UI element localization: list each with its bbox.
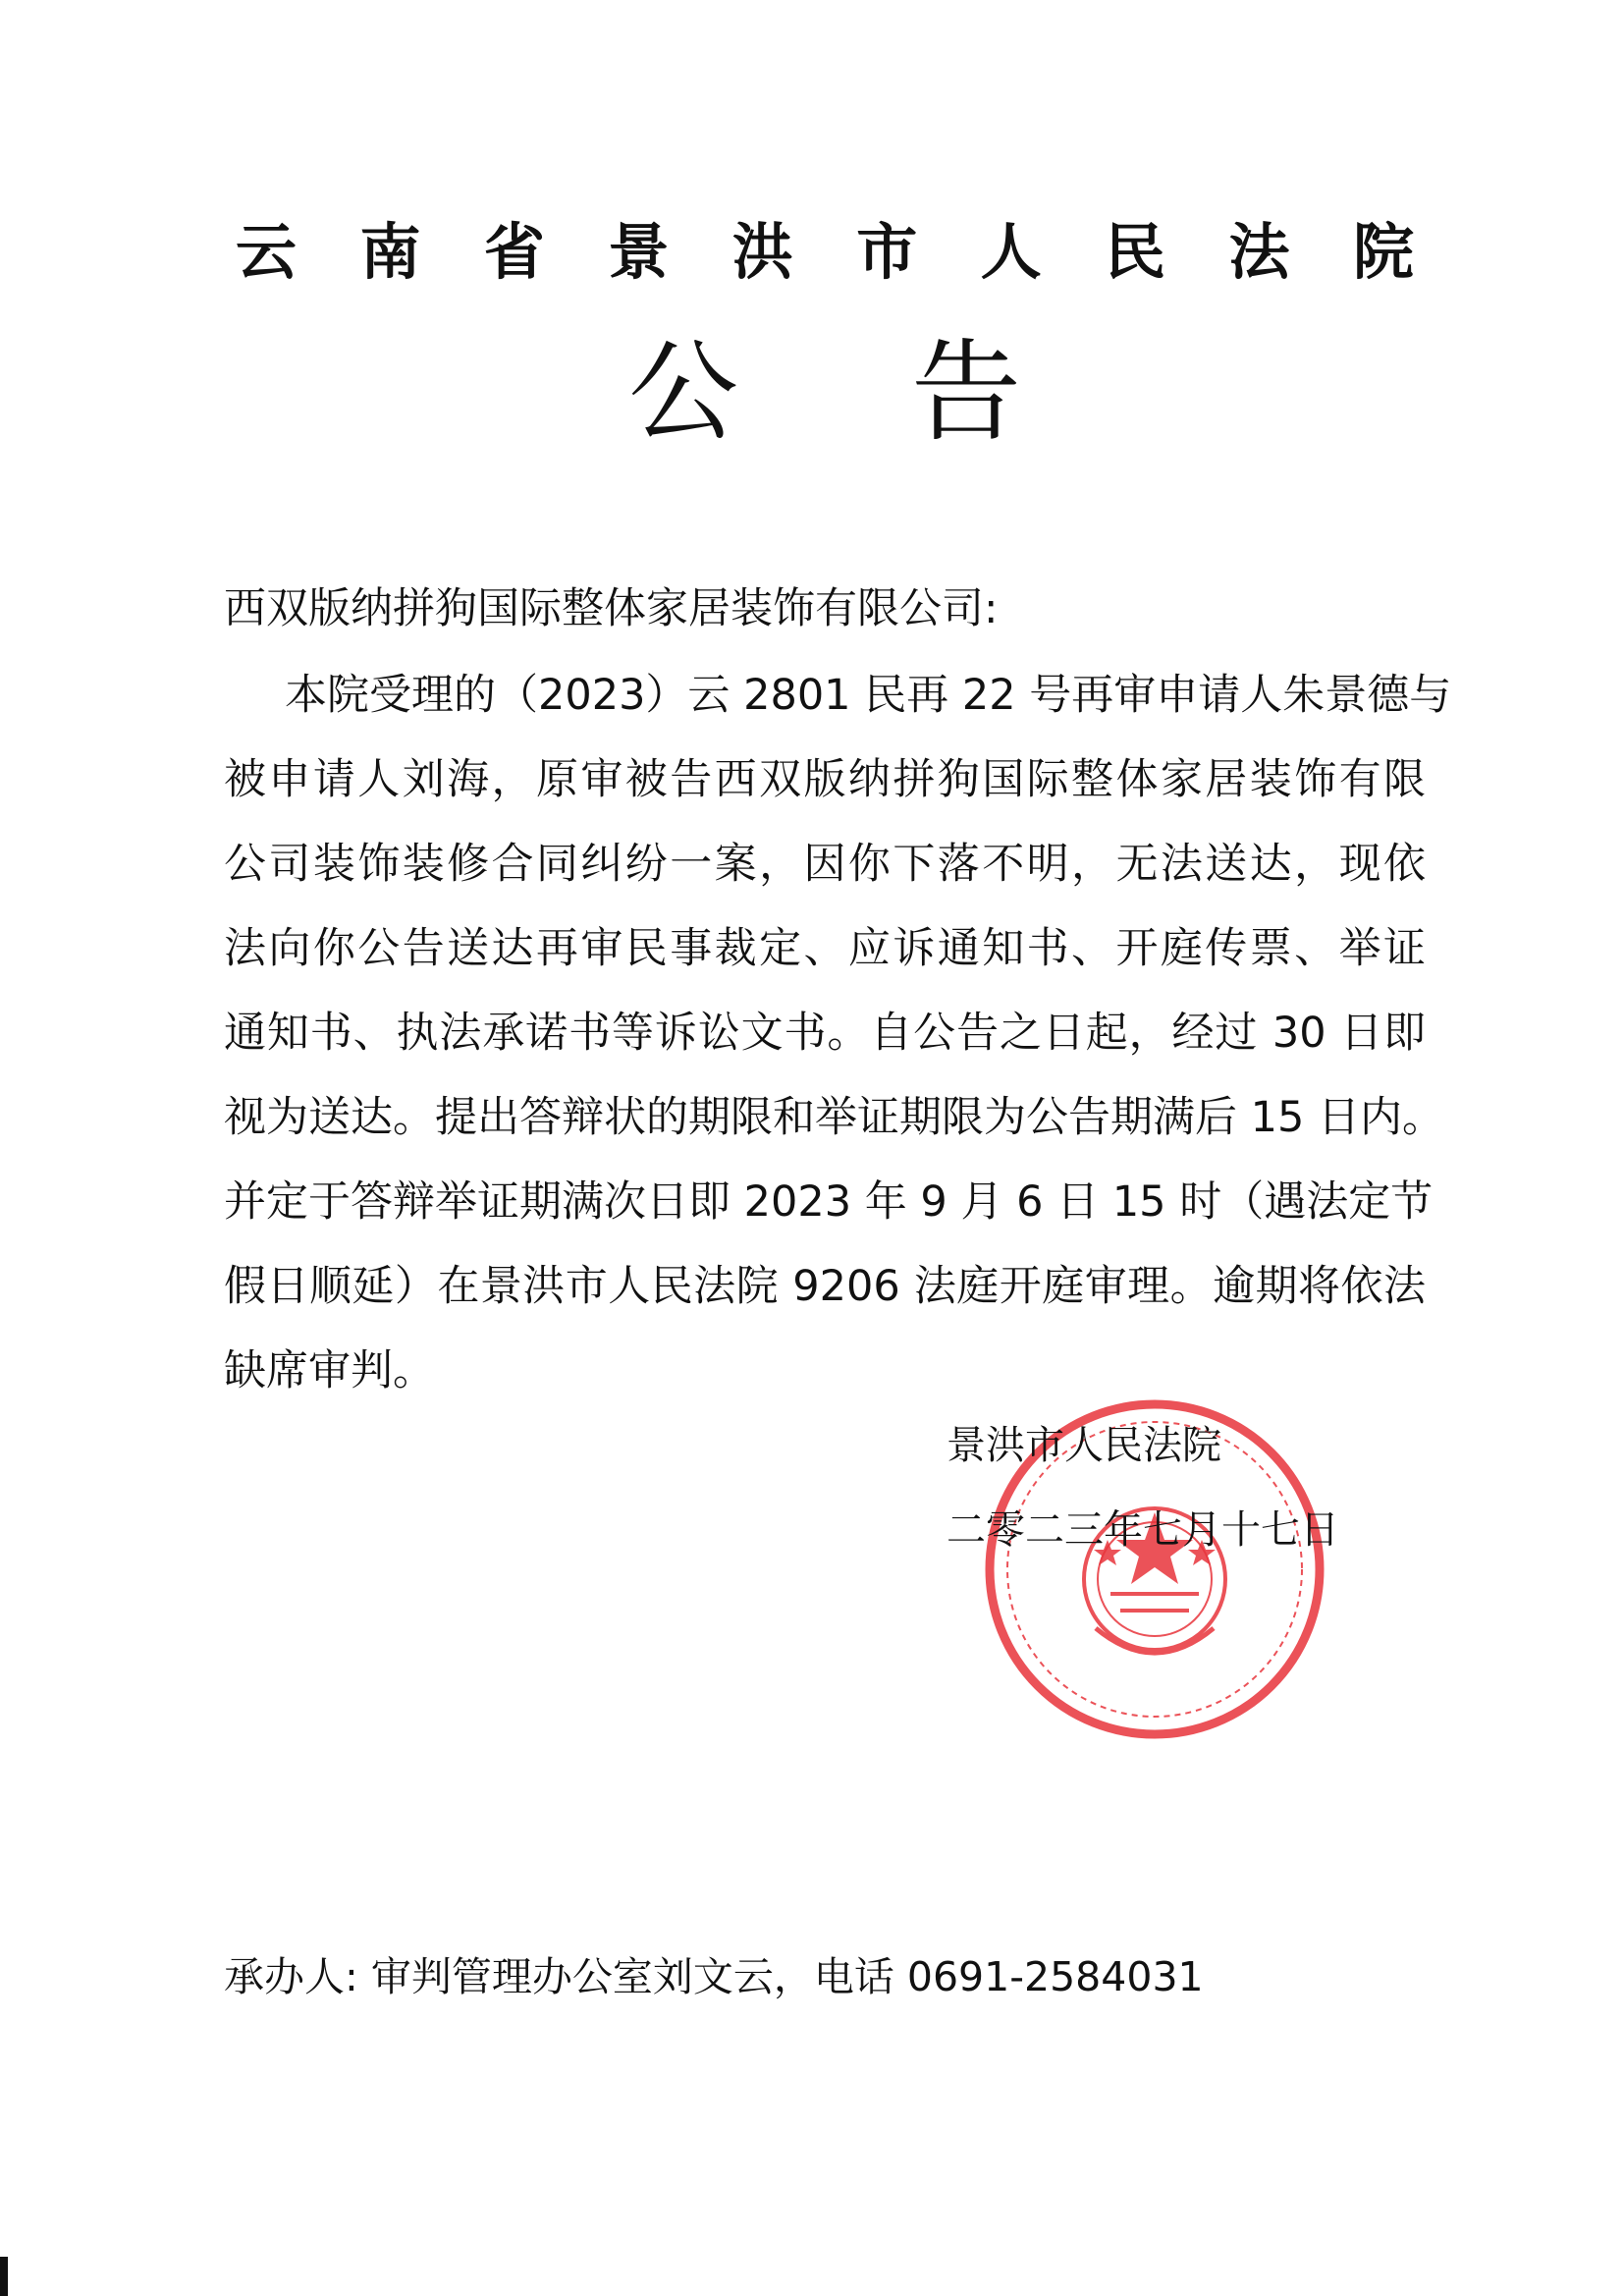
court-name-char: 市 (856, 216, 918, 288)
court-name-char: 法 (1228, 216, 1290, 288)
body-line: 法向你公告送达再审民事裁定、应诉通知书、开庭传票、举证 (224, 924, 1426, 973)
notice-title-char: 公 (628, 329, 738, 457)
handler-contact: 承办人: 审判管理办公室刘文云，电话 0691-2584031 (224, 1953, 1204, 2000)
court-name-char: 民 (1105, 216, 1166, 288)
notice-title (628, 324, 1021, 462)
body-line: 假日顺延）在景洪市人民法院 9206 法庭开庭审理。逾期将依法 (224, 1262, 1426, 1311)
court-name-char: 人 (980, 216, 1042, 288)
court-name-char: 南 (359, 216, 421, 288)
court-name-char: 景 (608, 216, 670, 288)
body-line: 被申请人刘海，原审被告西双版纳拼狗国际整体家居装饰有限 (224, 755, 1426, 804)
body-line: 视为送达。提出答辩状的期限和举证期限为公告期满后 15 日内。 (224, 1093, 1445, 1142)
notice-title-char: 告 (911, 329, 1021, 457)
body-line: 公司装饰装修合同纠纷一案，因你下落不明，无法送达，现依 (224, 840, 1426, 889)
addressee: 西双版纳拼狗国际整体家居装饰有限公司: (224, 584, 999, 633)
scan-edge-mark (0, 2257, 8, 2296)
court-name-char: 洪 (731, 216, 793, 288)
body-line: 缺席审判。 (224, 1346, 435, 1395)
signature-date: 二零二三年七月十七日 (947, 1507, 1339, 1553)
signature-court: 景洪市人民法院 (947, 1423, 1221, 1468)
court-name-char: 省 (483, 216, 545, 288)
court-name-char: 云 (236, 216, 298, 288)
court-name-heading (236, 208, 1414, 297)
body-line: 本院受理的（2023）云 2801 民再 22 号再审申请人朱景德与 (285, 671, 1452, 720)
body-line: 通知书、执法承诺书等诉讼文书。自公告之日起，经过 30 日即 (224, 1009, 1426, 1058)
court-name-char: 院 (1352, 216, 1414, 288)
body-line: 并定于答辩举证期满次日即 2023 年 9 月 6 日 15 时（遇法定节 (224, 1177, 1434, 1227)
